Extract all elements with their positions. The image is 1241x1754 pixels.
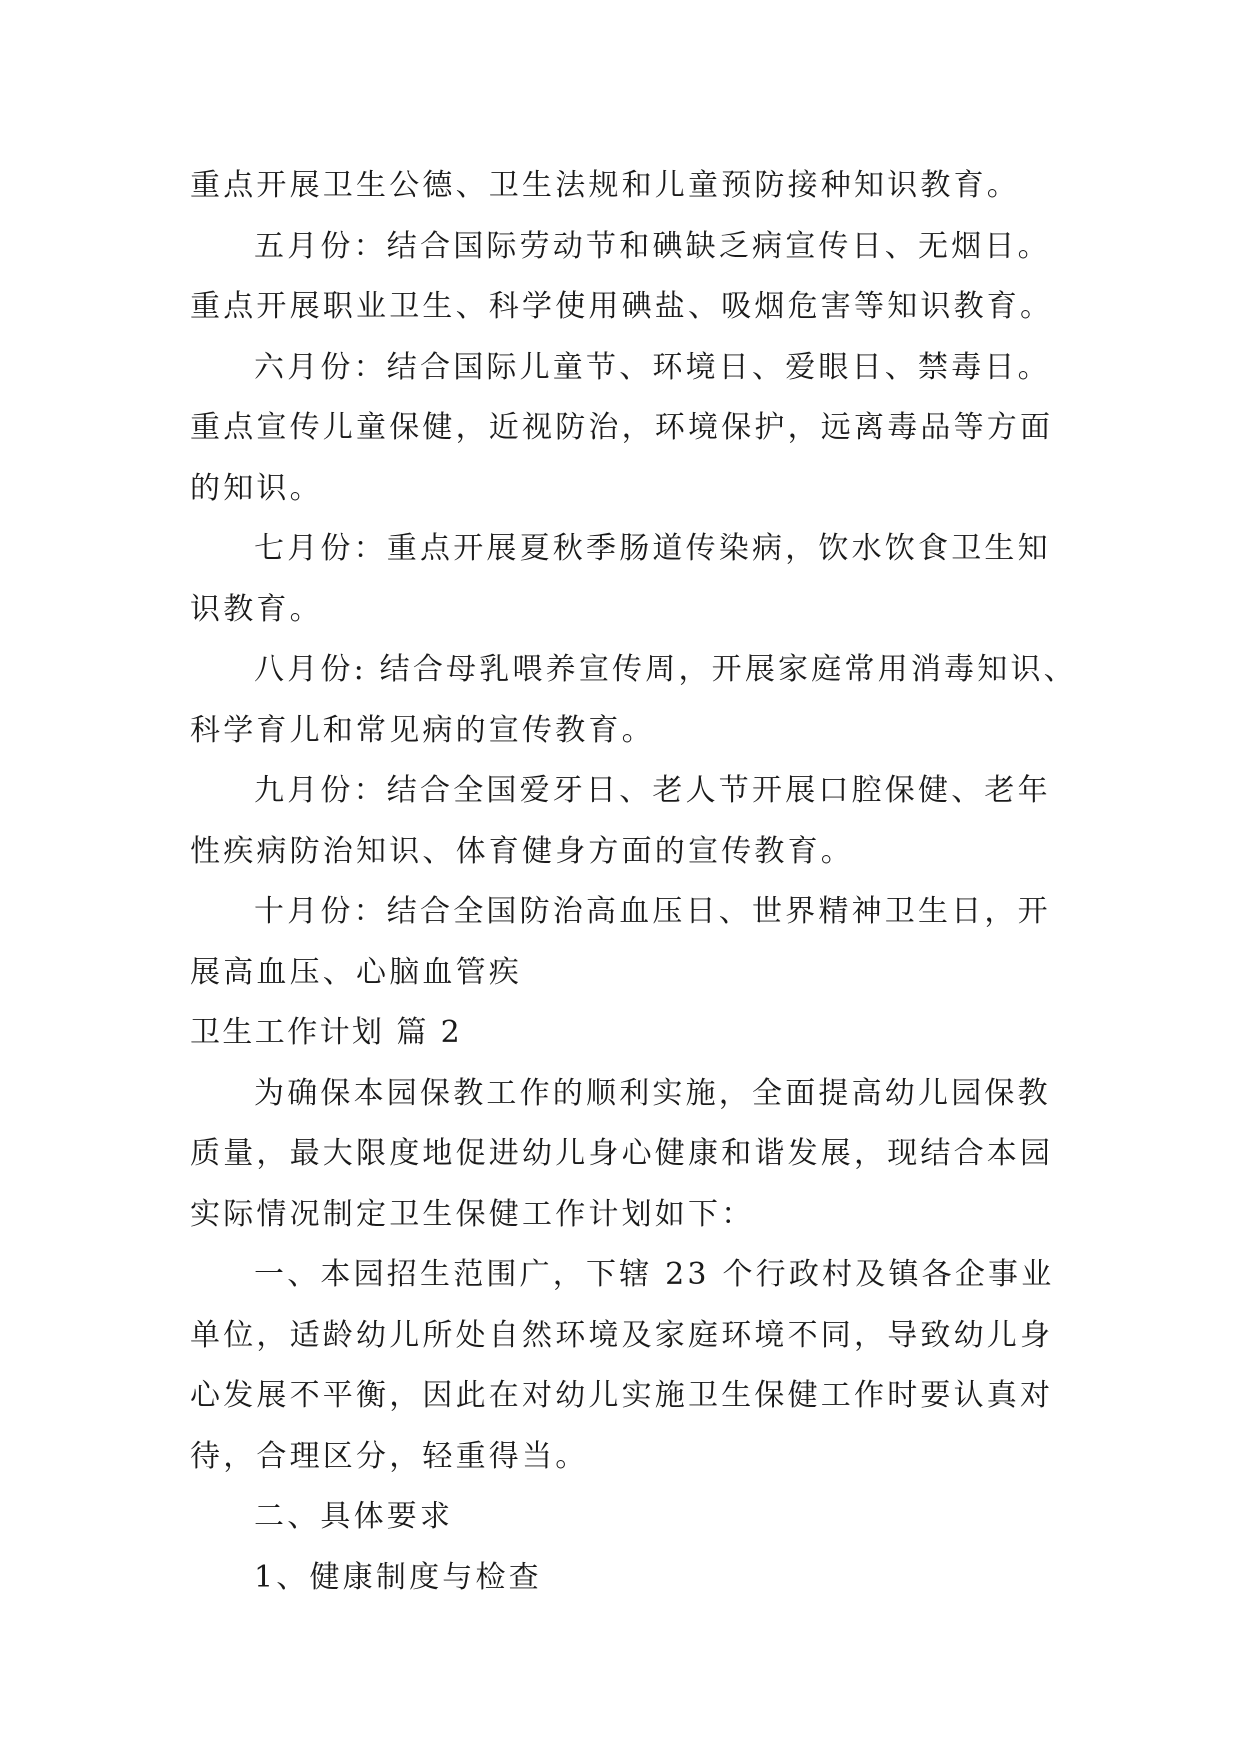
text-line: 七月份：重点开展夏秋季肠道传染病，饮水饮食卫生知 [254,531,1051,566]
section-heading: 卫生工作计划 篇 2 [190,1015,463,1050]
text-line: 质量，最大限度地促进幼儿身心健康和谐发展，现结合本园 [190,1136,1054,1171]
text-line: 九月份：结合全国爱牙日、老人节开展口腔保健、老年 [254,773,1051,808]
text-line: 为确保本园保教工作的顺利实施，全面提高幼儿园保教 [254,1075,1051,1111]
text-line: 十月份：结合全国防治高血压日、世界精神卫生日，开 [254,894,1051,929]
text-line: 单位，适龄幼儿所处自然环境及家庭环境不同，导致幼儿身 [190,1317,1054,1353]
text-line: 重点宣传儿童保健，近视防治，环境保护，远离毒品等方面 [190,410,1054,445]
text-line: 心发展不平衡，因此在对幼儿实施卫生保健工作时要认真对 [190,1378,1054,1413]
text-line: 一、本园招生范围广，下辖 23 个行政村及镇各企事业 [254,1257,1055,1292]
text-line: 1、健康制度与检查 [254,1559,542,1595]
text-line: 性疾病防治知识、体育健身方面的宣传教育。 [190,833,854,869]
text-line: 实际情况制定卫生保健工作计划如下： [190,1196,755,1232]
text-line: 重点开展卫生公德、卫生法规和儿童预防接种知识教育。 [190,168,1020,203]
text-line: 识教育。 [190,591,323,627]
document-body [190,156,1077,1608]
text-line: 科学育儿和常见病的宣传教育。 [190,712,655,748]
text-line: 八月份: 结合母乳喂养宣传周，开展家庭常用消毒知识、 [254,652,1077,687]
text-line: 五月份：结合国际劳动节和碘缺乏病宣传日、无烟日。 [254,228,1051,264]
text-line: 重点开展职业卫生、科学使用碘盐、吸烟危害等知识教育。 [190,289,1054,324]
text-line: 二、具体要求 [254,1499,454,1534]
text-line: 待，合理区分，轻重得当。 [190,1438,589,1474]
text-line: 六月份：结合国际儿童节、环境日、爱眼日、禁毒日。 [254,349,1051,385]
text-line: 展高血压、心脑血管疾 [190,954,522,990]
text-line: 的知识。 [190,470,323,506]
